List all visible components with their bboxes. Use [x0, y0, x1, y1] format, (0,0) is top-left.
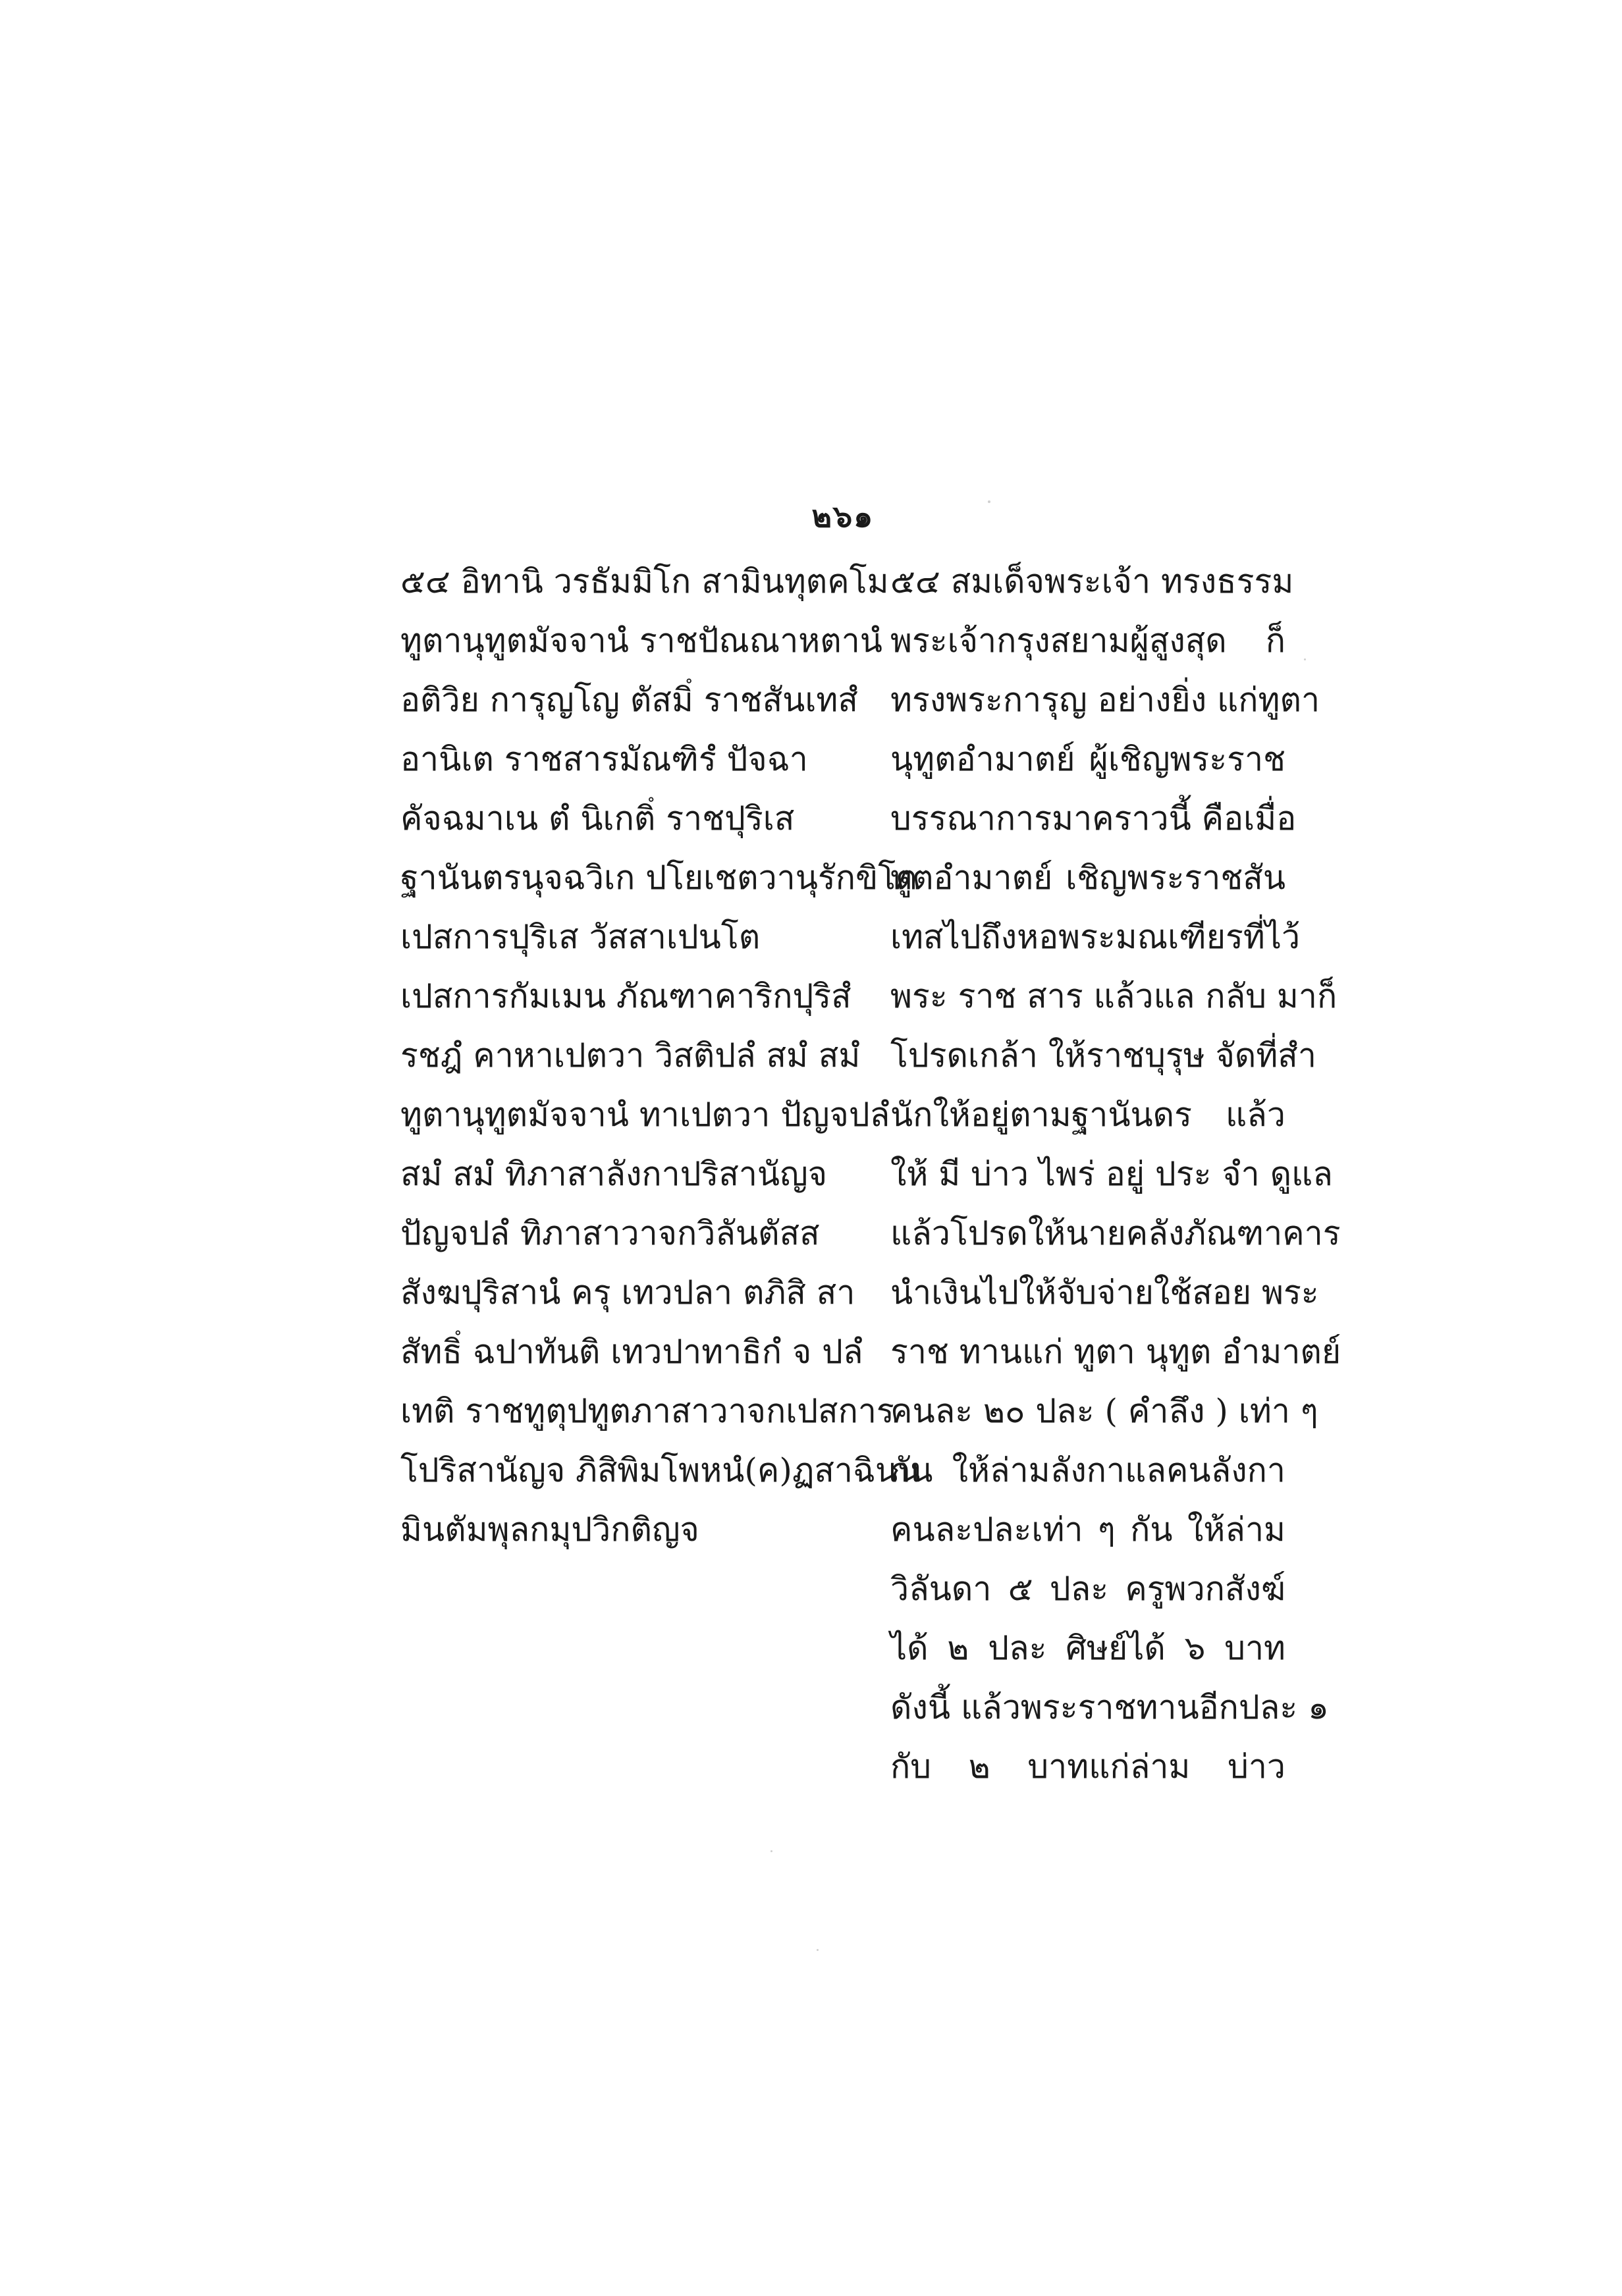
thai-line: โปรดเกล้า ให้ราชบุรุษ จัดที่สำ [890, 1036, 1316, 1075]
scan-speck [770, 1850, 772, 1852]
scan-speck [1304, 658, 1306, 660]
thai-line: ดังนี้ แล้วพระราชทานอีกปละ ๑ [890, 1688, 1329, 1726]
pali-line: โปริสานัญจ ภิสิพิมโพหนํ(ค)ฏสาฉินน [400, 1451, 921, 1489]
page-number: ๒๖๑ [811, 498, 875, 534]
pali-line: เปสการปุริเส วัสสาเปนโต [400, 918, 761, 956]
thai-line: กับ ๒ บาทแก่ล่าม บ่าว [890, 1748, 1285, 1786]
thai-line: กัน ให้ล่ามลังกาแลคนลังกา [890, 1451, 1285, 1489]
pali-line: รชฎํ คาหาเปตวา วิสติปลํ สมํ สมํ [400, 1036, 861, 1075]
thai-line: นุทูตอำมาตย์ ผู้เชิญพระราช [890, 740, 1285, 778]
pali-line: เปสการกัมเมน ภัณฑาคาริกปุริสํ [400, 977, 852, 1015]
pali-line: เทติ ราชทูตุปทูตภาสาวาจกเปสการ [400, 1392, 894, 1430]
thai-line: นำเงินไปให้จับจ่ายใช้สอย พระ [890, 1273, 1319, 1312]
pali-line: ทูตานุทูตมัจจานํ ราชปัณณาหตานํ [400, 622, 882, 660]
thai-line: ได้ ๒ ปละ ศิษย์ได้ ๖ บาท [890, 1629, 1285, 1667]
thai-line: วิลันดา ๕ ปละ ครูพวกสังฆ์ [890, 1570, 1285, 1608]
pali-line: อานิเต ราชสารมัณฑิรํ ปัจฉา [400, 740, 808, 778]
thai-line: ราช ทานแก่ ทูตา นุทูต อำมาตย์ [890, 1333, 1341, 1371]
thai-line: พระ ราช สาร แล้วแล กลับ มาก็ [890, 977, 1338, 1015]
scan-speck [817, 1949, 819, 1951]
pali-line: สมํ สมํ ทิภาสาลังกาปริสานัญจ [400, 1155, 827, 1193]
pali-line: ทูตานุทูตมัจจานํ ทาเปตวา ปัญจปลํ [400, 1096, 890, 1134]
pali-line: มินตัมพุลกมุปวิกติญจ [400, 1510, 699, 1549]
thai-line: ๕๔ สมเด็จพระเจ้า ทรงธรรม [890, 562, 1294, 601]
pali-line: ๕๔ อิทานิ วรธัมมิโก สามินทุตคโม [400, 562, 889, 601]
pali-line: คัจฉมาเน ตํ นิเกติํ ราชปุริเส [400, 799, 795, 838]
thai-line: บรรณาการมาคราวนี้ คือเมื่อ [890, 799, 1297, 838]
thai-line: คนละปละเท่า ๆ กัน ให้ล่าม [890, 1510, 1285, 1549]
pali-line: สังฆปุริสานํ ครุ เทวปลา ตภิสิ สา [400, 1273, 855, 1312]
thai-line: คนละ ๒๐ ปละ ( คำลึง ) เท่า ๆ [890, 1392, 1318, 1430]
thai-line: พระเจ้ากรุงสยามผู้สูงสุด ก็ [890, 622, 1285, 660]
pali-line: ปัญจปลํ ทิภาสาวาจกวิลันตัสส [400, 1214, 820, 1252]
pali-line: อติวิย การุญโญ ตัสมิํ ราชสันเทสํ [400, 681, 858, 719]
pali-line: สัทธิํ ฉปาทันติ เทวปาทาธิกํ จ ปลํ [400, 1333, 863, 1371]
thai-line: เทสไปถึงหอพระมณเฑียรที่ไว้ [890, 918, 1301, 956]
thai-line: แล้วโปรดให้นายคลังภัณฑาคาร [890, 1214, 1341, 1252]
thai-column [890, 552, 1341, 1796]
thai-line: ทรงพระการุญ อย่างยิ่ง แก่ทูตา [890, 681, 1320, 719]
thai-line: นักให้อยู่ตามฐานันดร แล้ว [890, 1096, 1285, 1134]
pali-line: ฐานันตรนุจฉวิเก ปโยเชตวานุรักขิโต [400, 859, 917, 897]
pali-column [400, 552, 921, 1559]
scan-speck [988, 500, 990, 503]
thai-line: ทูตอำมาตย์ เชิญพระราชสัน [890, 859, 1285, 897]
thai-line: ให้ มี บ่าว ไพร่ อยู่ ประ จำ ดูแล [890, 1155, 1333, 1193]
